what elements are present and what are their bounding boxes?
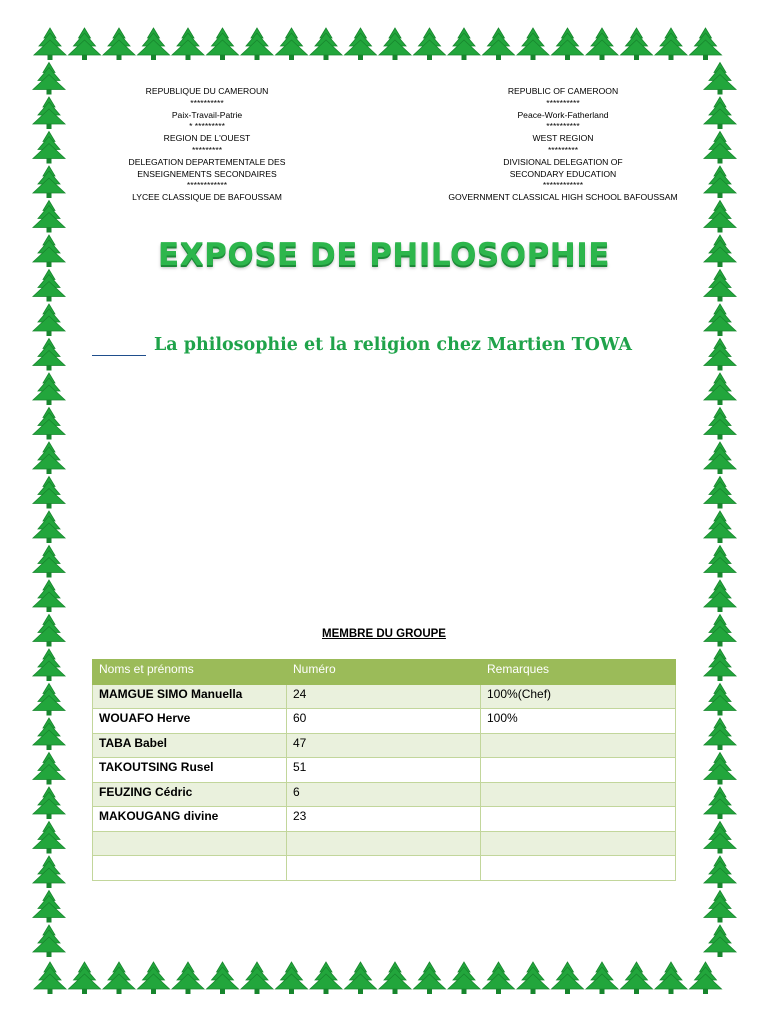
- member-remark: [481, 758, 676, 783]
- christmas-tree-icon: [704, 304, 736, 336]
- table-row: [93, 856, 676, 881]
- christmas-tree-icon: [704, 270, 736, 302]
- member-number: 60: [287, 709, 481, 734]
- member-number: 6: [287, 782, 481, 807]
- christmas-tree-icon: [103, 962, 135, 994]
- christmas-tree-icon: [704, 580, 736, 612]
- header-line: REPUBLIC OF CAMEROON: [507, 86, 619, 96]
- header-line: **********: [546, 121, 580, 132]
- christmas-tree-icon: [33, 925, 65, 957]
- christmas-tree-icon: [33, 97, 65, 129]
- christmas-tree-icon: [33, 270, 65, 302]
- header-line: REGION DE L'OUEST: [163, 133, 251, 144]
- column-header-names: Noms et prénoms: [93, 660, 287, 685]
- member-name: [93, 856, 287, 881]
- member-remark: [481, 856, 676, 881]
- christmas-tree-icon: [33, 373, 65, 405]
- christmas-tree-icon: [448, 962, 480, 994]
- christmas-tree-icon: [172, 28, 204, 60]
- christmas-tree-icon: [33, 477, 65, 509]
- christmas-tree-icon: [276, 28, 308, 60]
- christmas-tree-icon: [241, 28, 273, 60]
- column-header-number: Numéro: [287, 660, 481, 685]
- christmas-tree-icon: [345, 962, 377, 994]
- christmas-tree-icon: [704, 477, 736, 509]
- member-name: FEUZING Cédric: [93, 782, 287, 807]
- christmas-tree-icon: [621, 28, 653, 60]
- christmas-tree-icon: [33, 511, 65, 543]
- christmas-tree-icon: [310, 28, 342, 60]
- christmas-tree-icon: [704, 63, 736, 95]
- christmas-tree-icon: [690, 962, 722, 994]
- christmas-tree-icon: [207, 962, 239, 994]
- christmas-tree-icon: [33, 408, 65, 440]
- christmas-tree-icon: [704, 856, 736, 888]
- christmas-tree-icon: [704, 132, 736, 164]
- subtitle: La philosophie et la religion chez Martien TOWA: [154, 335, 632, 355]
- christmas-tree-icon: [704, 925, 736, 957]
- blank-underline: [92, 355, 146, 356]
- table-row: [93, 684, 676, 709]
- christmas-tree-icon: [704, 822, 736, 854]
- christmas-tree-icon: [33, 166, 65, 198]
- christmas-tree-icon: [276, 962, 308, 994]
- table-row: [93, 758, 676, 783]
- member-number: 51: [287, 758, 481, 783]
- christmas-tree-icon: [34, 962, 66, 994]
- christmas-tree-icon: [33, 546, 65, 578]
- christmas-tree-icon: [241, 962, 273, 994]
- header-line: REPUBLIQUE DU CAMEROUN: [145, 86, 269, 96]
- header-line: DIVISIONAL DELEGATION OF: [503, 156, 623, 167]
- christmas-tree-icon: [704, 787, 736, 819]
- christmas-tree-icon: [310, 962, 342, 994]
- christmas-tree-icon: [207, 28, 239, 60]
- header-line: * *********: [189, 121, 225, 132]
- header-line: Paix-Travail-Patrie: [171, 109, 243, 120]
- christmas-tree-icon: [379, 962, 411, 994]
- christmas-tree-icon: [517, 28, 549, 60]
- christmas-tree-icon: [704, 511, 736, 543]
- christmas-tree-icon: [33, 442, 65, 474]
- member-number: [287, 856, 481, 881]
- header-line: ************: [186, 180, 228, 191]
- header-right-english: [433, 86, 693, 204]
- member-remark: [481, 733, 676, 758]
- member-number: 23: [287, 807, 481, 832]
- christmas-tree-icon: [704, 649, 736, 681]
- member-remark: [481, 782, 676, 807]
- christmas-tree-icon: [586, 962, 618, 994]
- christmas-tree-icon: [33, 787, 65, 819]
- christmas-tree-icon: [704, 166, 736, 198]
- christmas-tree-icon: [655, 962, 687, 994]
- table-row: [93, 782, 676, 807]
- christmas-tree-icon: [414, 28, 446, 60]
- christmas-tree-icon: [704, 97, 736, 129]
- member-remark: [481, 807, 676, 832]
- column-header-remarks: Remarques: [481, 660, 676, 685]
- christmas-tree-icon: [448, 28, 480, 60]
- christmas-tree-icon: [414, 962, 446, 994]
- header-line: **********: [190, 97, 224, 108]
- member-number: [287, 831, 481, 856]
- christmas-tree-icon: [517, 962, 549, 994]
- member-remark: [481, 831, 676, 856]
- christmas-tree-icon: [704, 891, 736, 923]
- christmas-tree-icon: [33, 684, 65, 716]
- header-left-french: [77, 86, 337, 204]
- header-line: *********: [191, 144, 223, 155]
- christmas-tree-icon: [103, 28, 135, 60]
- christmas-tree-icon: [69, 28, 101, 60]
- christmas-tree-icon: [69, 962, 101, 994]
- member-number: 24: [287, 684, 481, 709]
- christmas-tree-icon: [483, 962, 515, 994]
- header-line: ENSEIGNEMENTS SECONDAIRES: [137, 168, 277, 179]
- members-table: [92, 659, 676, 881]
- christmas-tree-icon: [621, 962, 653, 994]
- christmas-tree-icon: [33, 753, 65, 785]
- christmas-tree-icon: [33, 304, 65, 336]
- christmas-tree-icon: [552, 28, 584, 60]
- member-name: MAKOUGANG divine: [93, 807, 287, 832]
- main-title: EXPOSE DE PHILOSOPHIE: [158, 237, 610, 273]
- christmas-tree-icon: [586, 28, 618, 60]
- member-name: TAKOUTSING Rusel: [93, 758, 287, 783]
- header-line: DELEGATION DEPARTEMENTALE DES: [128, 156, 286, 167]
- christmas-tree-icon: [33, 856, 65, 888]
- member-name: MAMGUE SIMO Manuella: [93, 684, 287, 709]
- christmas-tree-icon: [704, 546, 736, 578]
- christmas-tree-icon: [33, 718, 65, 750]
- subtitle-row: [92, 335, 712, 365]
- christmas-tree-icon: [33, 339, 65, 371]
- member-remark: 100%(Chef): [481, 684, 676, 709]
- christmas-tree-icon: [690, 28, 722, 60]
- christmas-tree-icon: [33, 891, 65, 923]
- christmas-tree-icon: [704, 718, 736, 750]
- christmas-tree-icon: [379, 28, 411, 60]
- christmas-tree-icon: [33, 822, 65, 854]
- christmas-tree-icon: [704, 684, 736, 716]
- table-row: [93, 831, 676, 856]
- member-number: 47: [287, 733, 481, 758]
- header-line: SECONDARY EDUCATION: [509, 168, 617, 179]
- table-row: [93, 709, 676, 734]
- member-remark: 100%: [481, 709, 676, 734]
- table-header-row: [93, 660, 676, 685]
- members-heading: MEMBRE DU GROUPE: [322, 628, 446, 640]
- header-line: *********: [547, 144, 579, 155]
- christmas-tree-icon: [345, 28, 377, 60]
- christmas-tree-icon: [704, 408, 736, 440]
- header-line: WEST REGION: [532, 133, 594, 144]
- christmas-tree-icon: [172, 962, 204, 994]
- christmas-tree-icon: [33, 649, 65, 681]
- christmas-tree-icon: [33, 63, 65, 95]
- christmas-tree-icon: [33, 580, 65, 612]
- christmas-tree-icon: [138, 962, 170, 994]
- christmas-tree-icon: [704, 753, 736, 785]
- christmas-tree-icon: [655, 28, 687, 60]
- christmas-tree-icon: [704, 201, 736, 233]
- header-line: LYCEE CLASSIQUE DE BAFOUSSAM: [132, 192, 282, 203]
- header-line: **********: [546, 97, 580, 108]
- christmas-tree-icon: [34, 28, 66, 60]
- christmas-tree-icon: [704, 442, 736, 474]
- christmas-tree-icon: [138, 28, 170, 60]
- table-row: [93, 733, 676, 758]
- header-line: Peace-Work-Fatherland: [517, 109, 609, 120]
- christmas-tree-icon: [552, 962, 584, 994]
- christmas-tree-icon: [483, 28, 515, 60]
- header-line: GOVERNMENT CLASSICAL HIGH SCHOOL BAFOUSSAM: [448, 192, 678, 203]
- christmas-tree-icon: [33, 201, 65, 233]
- header-line: ************: [542, 180, 584, 191]
- member-name: TABA Babel: [93, 733, 287, 758]
- member-name: [93, 831, 287, 856]
- christmas-tree-icon: [33, 132, 65, 164]
- table-row: [93, 807, 676, 832]
- member-name: WOUAFO Herve: [93, 709, 287, 734]
- christmas-tree-icon: [704, 373, 736, 405]
